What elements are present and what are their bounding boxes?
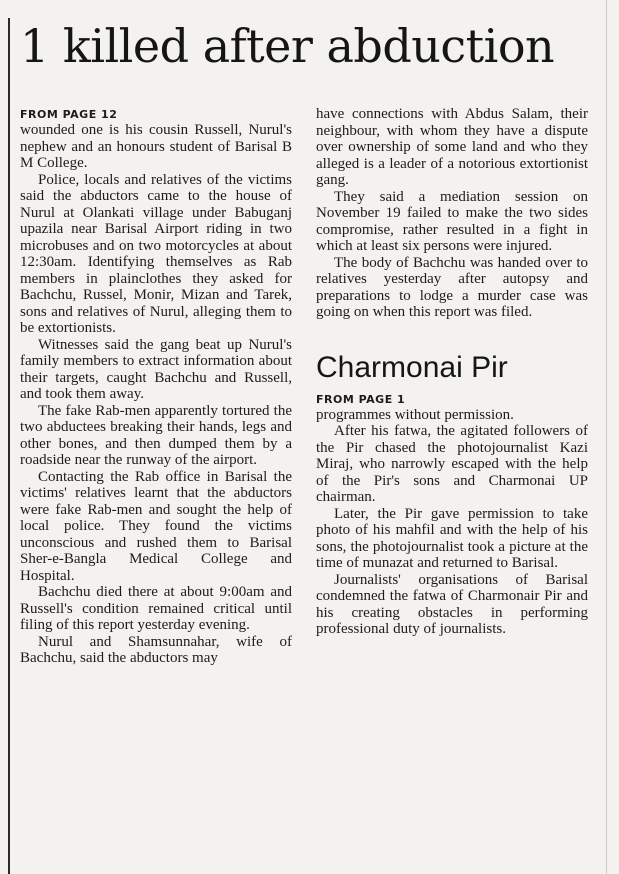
article-paragraph: The fake Rab-men apparently tortured the two abductees breaking their hands, legs and other bones, and then dumped them by a roadside near the runway of the airport. bbox=[20, 402, 292, 468]
article-paragraph: Police, locals and relatives of the victims said the abductors came to the house of Nurul at Olankati village under Babuganj upazila near Barisal Airport riding in two microbuses and on two motorcycles at about 12:30am. Identifying themselves as Rab members in plainclothes they asked for Bachchu, Russel, Monir, Mizan and Tarek, sons and relatives of Nurul, alleging them to be extortionists. bbox=[20, 171, 292, 336]
article-paragraph: Bachchu died there at about 9:00am and Russell's condition remained critical until filing of this report yesterday evening. bbox=[20, 584, 292, 633]
article-kicker: FROM PAGE 12 bbox=[20, 108, 118, 121]
column-rule-left bbox=[8, 18, 10, 874]
second-article-paragraph: Journalists' organisations of Barisal condemned the fatwa of Charmonair Pir and his creating obstacles in performing professional duty of journalists. bbox=[316, 571, 588, 637]
second-article-kicker: FROM PAGE 1 bbox=[316, 392, 406, 406]
article-paragraph: Contacting the Rab office in Barisal the victims' relatives learnt that the abductors were fake Rab-men and sought the help of local police. They found the victims unconscious and rushed them to Barisal Sher-e-Bangla Medical College and Hospital. bbox=[20, 468, 292, 584]
column-rule-right bbox=[606, 0, 607, 874]
article-headline: 1 killed after abduction bbox=[20, 19, 555, 73]
second-article-paragraph: After his fatwa, the agitated followers of the Pir chased the photojournalist Kazi Miraj, who narrowly escaped with the help of the Pir's sons and Charmonai UP chairman. bbox=[316, 423, 588, 505]
article-paragraph: They said a mediation session on November 19 failed to make the two sides compromise, rather resulted in a fight in which at least six persons were injured. bbox=[316, 188, 588, 254]
article-paragraph: Nurul and Shamsunnahar, wife of Bachchu, said the abductors may bbox=[20, 633, 292, 666]
second-article-paragraph: Later, the Pir gave permission to take photo of his mahfil and with the help of his sons, the photojournalist took a picture at the time of munazat and returned to Barisal. bbox=[316, 505, 588, 571]
article-left-column bbox=[20, 106, 292, 667]
article-right-column bbox=[316, 106, 588, 638]
article-paragraph: wounded one is his cousin Russell, Nurul's nephew and an honours student of Barisal B M College. bbox=[20, 122, 292, 171]
article-paragraph: have connections with Abdus Salam, their neighbour, with whom they have a dispute over ownership of some land and who they alleged is a leader of a notorious extortionist gang. bbox=[316, 106, 588, 188]
second-article-headline: Charmonai Pir bbox=[316, 350, 508, 384]
article-paragraph: Witnesses said the gang beat up Nurul's family members to extract information about their targets, caught Bachchu and Russell, and took them away. bbox=[20, 336, 292, 402]
article-paragraph: The body of Bachchu was handed over to relatives yesterday after autopsy and preparations to lodge a murder case was going on when this report was filed. bbox=[316, 254, 588, 320]
second-article-paragraph: programmes without permission. bbox=[316, 406, 514, 423]
